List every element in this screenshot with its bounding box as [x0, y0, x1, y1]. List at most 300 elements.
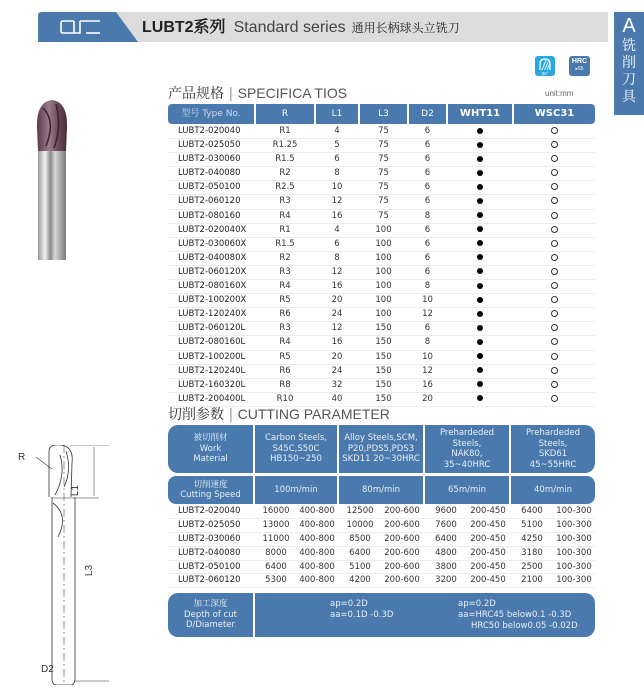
spec-title-cn: 产品规格	[168, 86, 224, 102]
cell-r: R1	[279, 126, 291, 136]
label-line: 35~40HRC	[443, 459, 491, 470]
cell-l1: 8	[334, 168, 340, 179]
cell-type: LUBT2-060120	[178, 196, 241, 207]
empty-circle-icon	[551, 183, 558, 190]
wht11-availability	[448, 210, 512, 223]
empty-circle-icon	[551, 254, 558, 261]
wht11-availability	[448, 139, 512, 152]
spec-table-row	[168, 336, 595, 350]
wsc31-availability	[514, 167, 595, 180]
cell-r: R2	[279, 252, 291, 263]
cutting-title-cn: 切削参数	[168, 407, 224, 423]
cell-d2: 6	[424, 154, 431, 165]
cell-d2: 12	[422, 309, 433, 320]
spec-table-row	[168, 294, 595, 308]
filled-circle-icon	[477, 170, 483, 176]
cell-l3: 75	[378, 196, 389, 207]
wsc31-availability	[514, 351, 595, 364]
cell-l1: 6	[334, 154, 340, 165]
cell-type: LUBT2-025050	[178, 519, 241, 530]
depth-label	[168, 593, 253, 637]
series-code: LUBT2系列	[142, 19, 226, 36]
wsc31-availability	[514, 393, 595, 406]
wsc31-availability	[514, 139, 595, 152]
col-header-d2: D2	[409, 104, 446, 124]
cell-l1: 16	[331, 337, 343, 348]
cell-rpm: 6400	[349, 547, 371, 558]
cell-l1: 4	[334, 224, 340, 235]
speed-value: 80m/min	[339, 476, 423, 504]
wsc31-availability	[514, 238, 595, 251]
cell-rpm: 5100	[521, 519, 543, 530]
speed-value: 40m/min	[511, 476, 595, 504]
cell-feed: 400-800	[299, 533, 335, 544]
tool-photo	[28, 96, 78, 266]
cell-type: LUBT2-080160X	[178, 281, 247, 292]
cell-rpm: 16000	[262, 506, 290, 516]
cell-type: LUBT2-040080	[178, 547, 241, 558]
empty-circle-icon	[551, 127, 558, 134]
filled-circle-icon	[477, 268, 483, 274]
cell-feed: 400-800	[299, 561, 335, 572]
cell-d2: 6	[424, 224, 431, 235]
filled-circle-icon	[477, 311, 483, 317]
empty-circle-icon	[551, 282, 558, 289]
filled-circle-icon	[477, 156, 483, 162]
spec-table-row	[168, 379, 595, 393]
drawing-label-l3: L3	[84, 564, 96, 577]
material-carbon	[255, 425, 337, 473]
cell-r: R4	[279, 281, 291, 292]
spec-table-row	[168, 153, 595, 167]
cell-type: LUBT2-080160	[178, 210, 241, 221]
cell-type: LUBT2-020040X	[178, 224, 247, 235]
depth-right-aa: aa=HRC45 below0.1 -0.3D	[458, 610, 572, 620]
cell-type: LUBT2-020040	[178, 506, 241, 516]
cell-feed: 100-300	[556, 547, 592, 558]
wsc31-availability	[514, 280, 595, 293]
cell-l1: 32	[331, 379, 343, 390]
cell-r: R3	[279, 196, 291, 207]
unit-label: unit:mm	[545, 89, 574, 98]
cell-l1: 4	[334, 126, 340, 136]
filled-circle-icon	[477, 226, 483, 232]
cell-rpm: 13000	[262, 519, 290, 530]
label-line: Carbon Steels,	[264, 433, 327, 444]
cell-l3: 75	[378, 154, 389, 165]
cutting-table-body	[168, 505, 595, 588]
cell-feed: 100-300	[556, 506, 592, 516]
cell-feed: 200-450	[470, 547, 506, 558]
label-line: Alloy Steels,SCM,	[344, 433, 418, 444]
wht11-availability	[448, 365, 512, 378]
cell-l1: 8	[334, 252, 340, 263]
cell-r: R1.5	[275, 238, 295, 249]
hrc-badge	[569, 56, 590, 76]
cell-feed: 200-450	[470, 519, 506, 530]
cell-rpm: 5300	[265, 575, 287, 586]
side-tab-char: 刀	[622, 72, 636, 88]
filled-circle-icon	[477, 254, 483, 260]
depth-right-hrc50: HRC50 below0.05 -0.02D	[471, 621, 578, 631]
cell-l3: 75	[378, 182, 389, 193]
series-en: Standard series	[233, 19, 346, 36]
cell-rpm: 5100	[349, 561, 371, 572]
label-line: SKD11 20~30HRC	[342, 454, 420, 465]
cell-type: LUBT2-030060	[178, 154, 241, 165]
filled-circle-icon	[477, 212, 483, 218]
wsc31-availability	[514, 210, 595, 223]
cutting-table-row	[168, 505, 595, 519]
cell-r: R1.25	[272, 140, 298, 151]
cell-rpm: 6400	[435, 533, 457, 544]
spec-section-title: 产品规格 | SPECIFICA TIOS	[168, 85, 348, 102]
material-alloy	[339, 425, 423, 473]
cell-type: LUBT2-080160L	[178, 337, 246, 348]
label-line: P20,PDS5,PDS3	[347, 443, 415, 454]
filled-circle-icon	[477, 297, 483, 303]
cell-r: R5	[279, 351, 291, 362]
cell-type: LUBT2-050100	[178, 182, 241, 193]
cell-r: R3	[279, 323, 291, 334]
cell-type: LUBT2-060120	[178, 575, 241, 586]
label-line: Material	[193, 454, 228, 465]
empty-circle-icon	[551, 324, 558, 331]
filled-circle-icon	[477, 283, 483, 289]
empty-circle-icon	[551, 240, 558, 247]
filled-circle-icon	[477, 353, 483, 359]
label-line: Prehardeded Steels,	[439, 428, 495, 449]
material-prehardened-nak80	[425, 425, 509, 473]
col-header-l1: L1	[316, 104, 358, 124]
cell-rpm: 6400	[521, 506, 543, 516]
cell-d2: 6	[424, 182, 431, 193]
spec-table-row	[168, 210, 595, 224]
cell-d2: 6	[424, 126, 431, 136]
page-title	[142, 14, 460, 40]
cell-type: LUBT2-120240X	[178, 309, 247, 320]
wht11-availability	[448, 252, 512, 265]
helix-angle-value: 30°	[541, 71, 549, 76]
col-header-wsc31: WSC31	[514, 104, 595, 124]
cell-feed: 200-600	[384, 506, 420, 516]
spec-title-en: SPECIFICA TIOS	[237, 85, 348, 101]
empty-circle-icon	[551, 268, 558, 275]
cell-d2: 8	[424, 210, 431, 221]
cell-l3: 150	[375, 351, 392, 362]
drawing-label-d2: D2	[41, 664, 54, 675]
cell-type: LUBT2-040080X	[178, 252, 247, 263]
cell-feed: 100-300	[556, 533, 592, 544]
cell-l1: 40	[331, 393, 343, 404]
empty-circle-icon	[551, 296, 558, 303]
cell-l1: 6	[334, 238, 340, 249]
col-header-wht11: WHT11	[448, 104, 512, 124]
cell-type: LUBT2-030060X	[178, 238, 247, 249]
cell-r: R6	[279, 309, 291, 320]
empty-circle-icon	[551, 169, 558, 176]
wht11-availability	[448, 393, 512, 406]
label-line: Prehardeded Steels,	[525, 428, 581, 449]
wsc31-availability	[514, 379, 595, 392]
cell-r: R5	[279, 295, 291, 306]
label-line: Work	[199, 443, 222, 454]
cell-l3: 150	[375, 337, 392, 348]
label-line: Depth of cut	[184, 609, 237, 620]
cell-l3: 75	[378, 210, 389, 221]
wht11-availability	[448, 266, 512, 279]
speed-value: 100m/min	[255, 476, 337, 504]
cell-d2: 8	[424, 337, 431, 348]
cell-r: R3	[279, 266, 291, 277]
cell-rpm: 12500	[346, 506, 374, 516]
material-header-row	[168, 425, 595, 473]
cell-rpm: 7600	[435, 519, 457, 530]
cutting-table-row	[168, 547, 595, 561]
cell-l1: 24	[331, 365, 343, 376]
cell-l3: 100	[375, 252, 392, 263]
depth-of-cut-row	[168, 593, 595, 637]
cell-type: LUBT2-200400L	[178, 393, 246, 404]
cell-feed: 100-300	[556, 561, 592, 572]
cell-rpm: 10000	[346, 519, 374, 530]
spec-table-row	[168, 322, 595, 336]
cell-r: R10	[276, 393, 294, 404]
label-line: SKD61	[538, 449, 568, 459]
brand-logo-icon	[60, 19, 102, 35]
spec-table-row	[168, 365, 595, 379]
cutting-table-row	[168, 574, 595, 588]
cell-r: R2.5	[275, 182, 295, 193]
filled-circle-icon	[477, 367, 483, 373]
label-line: 切削速度	[193, 479, 228, 490]
empty-circle-icon	[551, 353, 558, 360]
cell-l3: 100	[375, 309, 392, 320]
col-header-l3: L3	[360, 104, 407, 124]
spec-table-row	[168, 308, 595, 322]
cell-l3: 75	[378, 140, 389, 151]
wsc31-availability	[514, 195, 595, 208]
wsc31-availability	[514, 308, 595, 321]
cell-feed: 200-600	[384, 519, 420, 530]
cutting-section-title: 切削参数 | CUTTING PARAMETER	[168, 406, 390, 423]
empty-circle-icon	[551, 395, 558, 402]
cell-feed: 200-600	[384, 547, 420, 558]
cell-l1: 16	[331, 210, 343, 221]
wsc31-availability	[514, 153, 595, 166]
cell-type: LUBT2-060120L	[178, 323, 246, 334]
col-header-type: 型号 Type No.	[168, 104, 254, 124]
cutting-table-row	[168, 519, 595, 533]
cell-l3: 100	[375, 224, 392, 235]
cell-d2: 6	[424, 266, 431, 277]
speed-value: 65m/min	[425, 476, 509, 504]
cell-feed: 400-800	[299, 575, 335, 586]
label-line: 加工深度	[193, 599, 228, 610]
wht11-availability	[448, 181, 512, 194]
label-line: HB150~250	[270, 454, 322, 465]
cell-feed: 200-450	[470, 533, 506, 544]
label-line: Cutting Speed	[180, 490, 241, 500]
label-line: NAK80,	[451, 449, 483, 459]
cell-rpm: 3180	[521, 547, 543, 558]
cell-l3: 100	[375, 281, 392, 292]
cell-l3: 100	[375, 266, 392, 277]
cell-rpm: 2500	[521, 561, 543, 572]
cell-rpm: 11000	[262, 533, 290, 544]
cell-d2: 6	[424, 168, 431, 179]
cell-d2: 6	[424, 323, 431, 334]
filled-circle-icon	[477, 240, 483, 246]
wht11-availability	[448, 153, 512, 166]
cell-l1: 16	[331, 281, 343, 292]
cell-type: LUBT2-100200L	[178, 351, 246, 362]
wsc31-availability	[514, 365, 595, 378]
cell-d2: 6	[424, 252, 431, 263]
cell-type: LUBT2-025050	[178, 140, 241, 151]
empty-circle-icon	[551, 338, 558, 345]
wht11-availability	[448, 336, 512, 349]
cell-l3: 75	[378, 126, 389, 136]
series-cn: 通用长柄球头立铣刀	[351, 21, 460, 35]
spec-table-row	[168, 266, 595, 280]
empty-circle-icon	[551, 155, 558, 162]
cutting-speed-label	[168, 476, 253, 504]
cell-d2: 6	[424, 238, 431, 249]
filled-circle-icon	[477, 325, 483, 331]
wht11-availability	[448, 280, 512, 293]
wsc31-availability	[514, 294, 595, 307]
cell-rpm: 9600	[435, 506, 457, 516]
spec-table-row	[168, 195, 595, 209]
label-line: 45~55HRC	[529, 459, 577, 470]
wht11-availability	[448, 125, 512, 138]
filled-circle-icon	[477, 381, 483, 387]
wht11-availability	[448, 379, 512, 392]
hrc-value: ▸55	[575, 66, 584, 72]
cell-feed: 400-800	[299, 519, 335, 530]
cell-d2: 12	[422, 365, 433, 376]
cell-l3: 150	[375, 379, 392, 390]
filled-circle-icon	[477, 198, 483, 204]
label-line: D/Diameter	[185, 620, 236, 631]
cell-r: R1.5	[275, 154, 295, 165]
spec-table-row	[168, 280, 595, 294]
label-line: S45C,S50C	[272, 443, 320, 454]
cell-rpm: 3200	[435, 575, 457, 586]
cell-feed: 100-300	[556, 519, 592, 530]
cell-l3: 150	[375, 393, 392, 404]
cell-l3: 100	[375, 238, 392, 249]
cell-l1: 10	[331, 182, 343, 193]
cell-r: R6	[279, 365, 291, 376]
cell-type: LUBT2-120240L	[178, 365, 246, 376]
cell-l1: 5	[334, 140, 340, 151]
wht11-availability	[448, 308, 512, 321]
cell-d2: 16	[422, 379, 433, 390]
drawing-label-r: R	[18, 452, 26, 463]
cell-feed: 200-450	[470, 506, 506, 516]
wht11-availability	[448, 195, 512, 208]
empty-circle-icon	[551, 381, 558, 388]
wht11-availability	[448, 224, 512, 237]
empty-circle-icon	[551, 226, 558, 233]
cell-r: R2	[279, 168, 291, 179]
cell-l1: 12	[331, 196, 343, 207]
cell-feed: 200-450	[470, 561, 506, 572]
cell-d2: 10	[422, 295, 433, 306]
depth-left-ap: ap=0.2D	[330, 599, 368, 609]
spec-table-row	[168, 224, 595, 238]
cell-type: LUBT2-030060	[178, 533, 241, 544]
helix-angle-badge	[535, 56, 555, 76]
cell-type: LUBT2-160320L	[178, 379, 246, 390]
wsc31-availability	[514, 322, 595, 335]
side-tab-char: 具	[622, 89, 636, 105]
cutting-speed-row	[168, 476, 595, 504]
filled-circle-icon	[477, 128, 483, 134]
cell-l3: 100	[375, 295, 392, 306]
cell-rpm: 3800	[435, 561, 457, 572]
cell-l3: 150	[375, 323, 392, 334]
wht11-availability	[448, 294, 512, 307]
depth-right-ap: ap=0.2D	[458, 599, 496, 609]
side-tab-char: 铣	[622, 38, 636, 54]
side-category-tab[interactable]	[614, 12, 644, 115]
filled-circle-icon	[477, 184, 483, 190]
empty-circle-icon	[551, 367, 558, 374]
cell-d2: 20	[422, 393, 433, 404]
cell-d2: 6	[424, 140, 431, 151]
cell-l3: 150	[375, 365, 392, 376]
filled-circle-icon	[477, 142, 483, 148]
wsc31-availability	[514, 224, 595, 237]
label-line: 被切削材	[193, 433, 228, 444]
cell-r: R4	[279, 337, 291, 348]
wht11-availability	[448, 322, 512, 335]
wsc31-availability	[514, 125, 595, 138]
work-material-label	[168, 425, 253, 473]
cell-l1: 20	[331, 351, 343, 362]
cell-r: R8	[279, 379, 291, 390]
spec-table-row	[168, 125, 595, 139]
cell-rpm: 4200	[349, 575, 371, 586]
hrc-title: HRC	[571, 58, 588, 65]
empty-circle-icon	[551, 197, 558, 204]
spec-table-row	[168, 181, 595, 195]
cell-feed: 100-300	[556, 575, 592, 586]
cell-feed: 400-800	[299, 506, 335, 516]
filled-circle-icon	[477, 395, 483, 401]
wht11-availability	[448, 238, 512, 251]
wsc31-availability	[514, 252, 595, 265]
cell-rpm: 8500	[349, 533, 371, 544]
empty-circle-icon	[551, 310, 558, 317]
cutting-title-en: CUTTING PARAMETER	[237, 406, 390, 422]
cell-rpm: 6400	[265, 561, 287, 572]
side-tab-letter: A	[622, 15, 636, 37]
cell-rpm: 8000	[265, 547, 287, 558]
spec-table-body	[168, 125, 595, 407]
cell-type: LUBT2-100200X	[178, 295, 247, 306]
spec-table-row	[168, 139, 595, 153]
cell-d2: 6	[424, 196, 431, 207]
filled-circle-icon	[477, 339, 483, 345]
cell-feed: 200-600	[384, 533, 420, 544]
material-prehardened-skd61	[511, 425, 595, 473]
spec-table-row	[168, 252, 595, 266]
side-tab-char: 削	[622, 55, 636, 71]
